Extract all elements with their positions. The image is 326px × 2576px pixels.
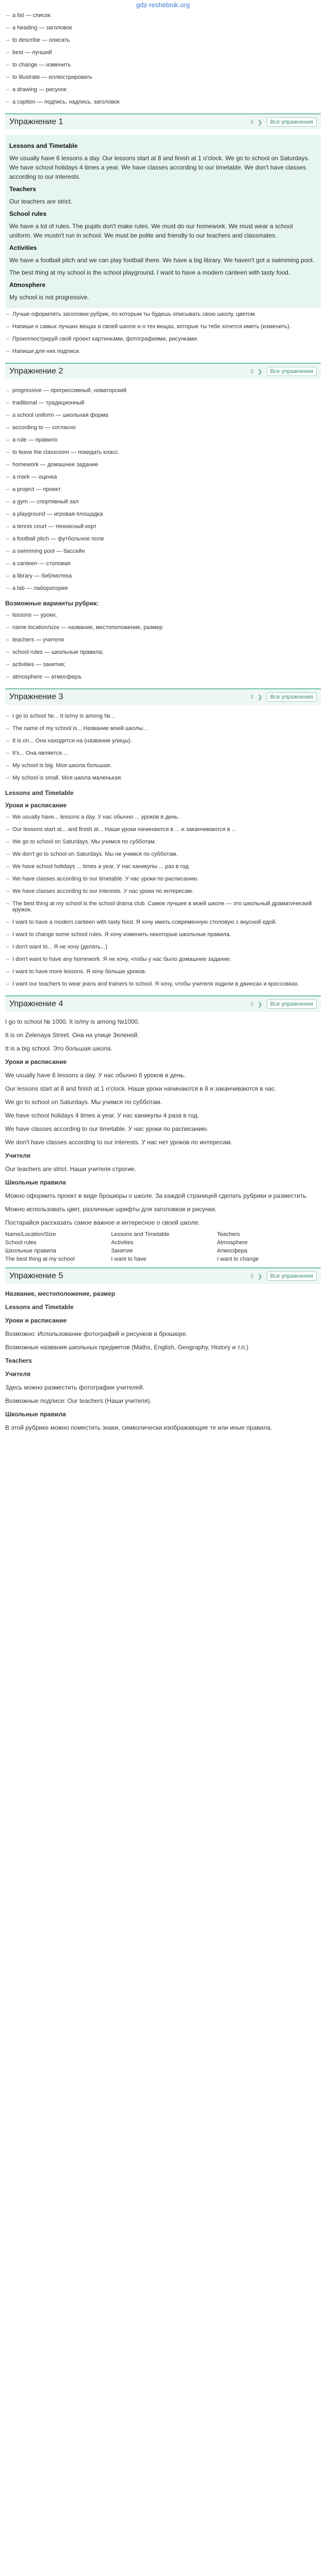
paragraph: Постарайся рассказать самое важное и интересное о своей школе. [5, 1219, 200, 1226]
list-item: – I want to have a modern canteen with tasty food. Я хочу иметь современную столовую с вкусной едой. [5, 916, 321, 928]
list-item: – to change — изменить [5, 59, 321, 71]
section-heading: Lessons and Timetable [5, 789, 74, 796]
paragraph: Можно оформить проект в виде брошюры о школе. За каждой страницей сделать рубрики и разместить. [5, 1192, 308, 1199]
list-item: – a list — список [5, 9, 321, 22]
exercise-title: Упражнение 2 [9, 367, 63, 376]
list-item: – a lab — лаборатория [5, 582, 321, 595]
paragraph: Здесь можно разместить фотографии учителей. [5, 1384, 144, 1391]
list-item: – We have school holidays ... times a year. У нас каникулы ... раз в год. [5, 860, 321, 873]
list-item: – best — лучший [5, 46, 321, 59]
all-exercises-button[interactable]: Все упражнения [267, 1272, 317, 1281]
paragraph: Учителя [5, 1152, 30, 1159]
list-item: – I want to change some school rules. Я хочу изменить некоторые школьные правила. [5, 928, 321, 941]
paragraph: В этой рубрике можно поместить знаки, символически изображающие те или иные правила. [5, 1424, 272, 1431]
list-item: – traditional — традиционный [5, 397, 321, 409]
paragraph: It is on Zelenaya Street. Она на улице Зеленой. [5, 1031, 139, 1039]
list-item: – Проиллюстрируй свой проект картинками, фотографиями, рисунками. [5, 333, 321, 345]
list-item: – a project — проект [5, 483, 321, 496]
list-item: – My school is small. Моя школа маленькая. [5, 772, 321, 784]
list-item: – a drawing — рисунок [5, 83, 321, 96]
exercise-count: 3 [250, 368, 254, 375]
paragraph: Школьные правила [5, 1411, 66, 1418]
vocab-top-list [5, 9, 321, 108]
paragraph: The best thing at my school is the school playground. I want to have a modern canteen with tasty food. [9, 269, 290, 276]
section-heading: Уроки и расписание [5, 802, 67, 809]
list-item: – a mark — оценка [5, 471, 321, 483]
list-item: – Лучше оформлять заголовки рубрик, по которым ты будешь описывать свою школу, цветом. [5, 308, 321, 320]
exercise-title: Упражнение 5 [9, 1272, 63, 1280]
exercise-count: 3 [250, 1001, 254, 1007]
section-heading: Возможные варианты рубрик: [5, 600, 99, 607]
paragraph: We usually have 6 lessons a day. Our lessons start at 8 and finish at 1 o'clock. We go to school on Saturdays. We have school holidays 4 times a year. We have classes according to our timetable. We don't have classes according to our interests. [9, 155, 309, 180]
list-item: – according to — согласно [5, 421, 321, 434]
list-item: – We go to school on Saturdays. Мы учимся по субботам. [5, 836, 321, 848]
rubric-grid [5, 1231, 321, 1262]
list-item: – a canteen — столовая [5, 557, 321, 570]
answers-3-list [5, 710, 321, 990]
paragraph: Название, местоположение, размер [5, 1290, 116, 1297]
list-item: – name location/size — название, местоположение, размер [5, 621, 321, 634]
exercise-2-header [5, 363, 321, 379]
exercise-title: Упражнение 4 [9, 999, 63, 1008]
grid-cell: The best thing at my school [5, 1256, 75, 1262]
paragraph: Activities [9, 244, 37, 251]
arrow-icon[interactable]: ❯ [257, 694, 263, 701]
paragraph: We have school holidays 4 times a year. У нас каникулы 4 раза в год. [5, 1112, 199, 1119]
paragraph: We have a football pitch and we can play football there. We have a big library. We haven't got a swimming pool. [9, 257, 315, 264]
list-item: – I want our teachers to wear jeans and trainers to school. Я хочу, чтобы учителя ходили в джинсах и кроссовках. [5, 978, 321, 990]
grid-cell: I want to change [217, 1256, 259, 1262]
grid-cell: Lessons and Timetable [111, 1231, 170, 1238]
list-item: – atmosphere — атмосфера. [5, 671, 321, 683]
grid-cell: Занятия [111, 1248, 133, 1254]
grid-cell: Atmosphere [217, 1240, 248, 1246]
list-item: – to describe — описать [5, 34, 321, 46]
paragraph: Уроки и расписание [5, 1317, 67, 1324]
exercise-count: 3 [250, 1273, 254, 1279]
list-item: – The name of my school is... Название моей школы... [5, 722, 321, 735]
exercise-title: Упражнение 1 [9, 117, 63, 126]
paragraph: Можно использовать цвет, различные шрифты для заголовков и рисунки. [5, 1206, 217, 1213]
list-item: – a heading — заголовок [5, 22, 321, 34]
list-item: – activities — занятия; [5, 658, 321, 671]
grid-cell: Атмосфера [217, 1248, 248, 1254]
list-item: – homework — домашнее задание [5, 459, 321, 471]
exercise-4-header [5, 995, 321, 1012]
list-item: – to illustrate — иллюстрировать [5, 71, 321, 83]
paragraph: Возможно: Использование фотографий и рисунков в брошюре. [5, 1330, 188, 1337]
paragraph: We have a lot of rules. The pupils don't make rules. We must do our homework. We must wear a school uniform. We mustn't run in school. We must be polite and friendly to our teachers and classmates. [9, 223, 293, 239]
paragraph: School rules [9, 210, 47, 217]
exercise-5-header [5, 1267, 321, 1284]
paragraph: Возможные названия школьных предметов (Maths, English, Geography, History и т.п.) [5, 1344, 249, 1351]
list-item: – It's... Она является ... [5, 747, 321, 759]
list-item: – teachers — учителя [5, 634, 321, 646]
list-item: – to leave the classroom — покидать класс [5, 446, 321, 459]
list-item: – My school is big. Моя школа большая. [5, 759, 321, 772]
grid-cell: Школьные правила [5, 1248, 56, 1254]
list-item: – school rules — школьные правила; [5, 646, 321, 658]
list-item: – We don't go to school on Saturdays. Мы не учимся по субботам. [5, 848, 321, 860]
paragraph: Atmosphere [9, 281, 46, 289]
paragraph: We don't have classes according to our interests. У нас нет уроков по интересам. [5, 1139, 232, 1146]
arrow-icon[interactable]: ❯ [257, 119, 263, 126]
list-item: – a gym — спортивный зал [5, 496, 321, 508]
all-exercises-button[interactable]: Все упражнения [267, 367, 317, 376]
paragraph: Учителя [5, 1370, 30, 1378]
exercise-1-body [5, 135, 321, 308]
paragraph: My school is not progressive. [9, 294, 89, 301]
list-item: – Напиши о самых лучших вещах в своей школе и о тех вещах, которые ты тебе хочется иметь (изменить). [5, 320, 321, 333]
list-item: – I want to have more lessons. Я хочу больше уроков. [5, 965, 321, 978]
exercise-title: Упражнение 3 [9, 692, 63, 701]
list-item: – We usually have... lessons a day. У нас обычно ... уроков в день. [5, 811, 321, 823]
list-item: – a caption — подпись, надпись, заголовок [5, 96, 321, 108]
list-item: – a rule — правило [5, 434, 321, 446]
exercise-count: 3 [250, 119, 254, 125]
exercise-1-header [5, 113, 321, 130]
answers-4-body [5, 1017, 321, 1227]
paragraph: Lessons and Timetable [9, 142, 78, 149]
grid-cell: School rules [5, 1240, 37, 1246]
grid-cell: Activities [111, 1240, 134, 1246]
list-item: – a tennis court — теннисный корт [5, 520, 321, 533]
site-link[interactable]: gdz-reshebnik.org [136, 1, 190, 9]
grid-cell: Teachers [217, 1231, 240, 1238]
list-item: – We have classes according to our interests. У нас уроки по интересам. [5, 885, 321, 897]
list-item: – It is on... Она находится на (название улицы). [5, 735, 321, 747]
paragraph: It is a big school. Это большая школа. [5, 1045, 112, 1052]
paragraph: Уроки и расписание [5, 1058, 67, 1065]
all-exercises-button[interactable]: Все упражнения [267, 117, 317, 127]
paragraph: We go to school on Saturdays. Мы учимся по субботам. [5, 1098, 162, 1106]
list-item: – a football pitch — футбольное поле [5, 533, 321, 545]
exercise-3-header [5, 688, 321, 705]
arrow-icon[interactable]: ❯ [257, 1001, 263, 1008]
list-item: – a library — библиотека [5, 570, 321, 582]
arrow-icon[interactable]: ❯ [257, 1273, 263, 1280]
list-item: – I don't want to have any homework. Я не хочу, чтобы у нас было домашнее задание. [5, 953, 321, 965]
list-item: – a school uniform — школьная форма [5, 409, 321, 421]
paragraph: Школьные правила [5, 1179, 66, 1186]
paragraph: Our lessons start at 8 and finish at 1 o'clock. Наши уроки начинаются в 8 и заканчиваются в час. [5, 1085, 276, 1092]
paragraph: Lessons and Timetable [5, 1303, 74, 1311]
list-item: – I don't want to... Я не хочу (делать...) [5, 941, 321, 953]
grid-cell: Name/Location/Size [5, 1231, 56, 1238]
list-item: – Напиши для них подписи. [5, 345, 321, 358]
paragraph: Our teachers are strict. Наши учителя строгие. [5, 1165, 136, 1173]
list-item: – We have classes according to our timetable. У нас уроки по расписанию. [5, 873, 321, 885]
list-item: – a swimming pool — бассейн [5, 545, 321, 557]
list-item: – Our lessons start at... and finish at... Наши уроки начинаются в ... и заканчиваются в ... [5, 823, 321, 836]
list-item: – a playground — игровая площадка [5, 508, 321, 520]
list-item: – progressive — прогрессивный, новаторский [5, 384, 321, 397]
paragraph: I go to school № 1000. It is/my is among №1000. [5, 1018, 140, 1025]
paragraph: Teachers [9, 185, 36, 193]
answers-5-body [5, 1289, 321, 1432]
list-item: – lessons — уроки; [5, 609, 321, 621]
all-exercises-button[interactable]: Все упражнения [267, 999, 317, 1009]
paragraph: We usually have 6 lessons a day. У нас обычно 6 уроков в день. [5, 1072, 186, 1079]
grid-cell: I want to have [111, 1256, 146, 1262]
paragraph: Teachers [5, 1357, 32, 1364]
exercise-count: 3 [250, 694, 254, 700]
paragraph: We have classes according to our timetable. У нас уроки по расписанию. [5, 1125, 209, 1132]
paragraph: Our teachers are strict. [9, 198, 73, 205]
paragraph: Возможные подписи: Our teachers (Наши учителя). [5, 1397, 152, 1404]
vocab-2-list [5, 384, 321, 595]
list-item: – The best thing at my school is the school drama club. Самое лучшее в моей школе — это школьный драматический кружок. [5, 897, 321, 916]
list-item: – I go to school №... It is/my is among №... [5, 710, 321, 722]
arrow-icon[interactable]: ❯ [257, 368, 263, 375]
all-exercises-button[interactable]: Все упражнения [267, 692, 317, 702]
